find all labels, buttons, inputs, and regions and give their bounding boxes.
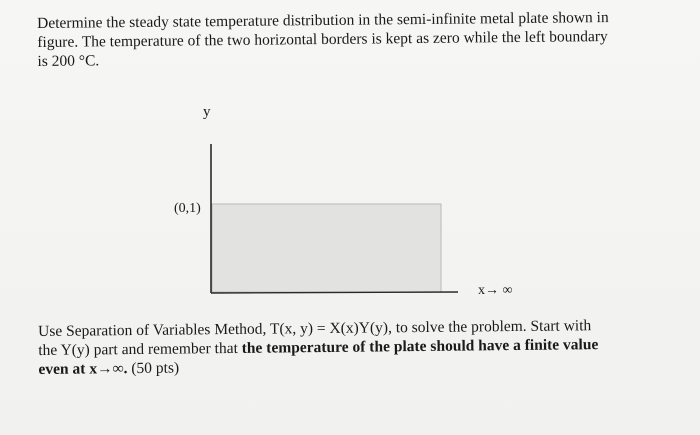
intro-line-3: is 200 °C.	[37, 52, 100, 70]
intro-line-1: Determine the steady state temperature distribution in the semi-infinite metal plate shown in	[37, 9, 609, 32]
instruction-line-2-text: the Y(y) part and remember that	[38, 339, 242, 359]
infinity-condition-emphasis: even at x→∞.	[38, 360, 128, 378]
instruction-line-1: Use Separation of Variables Method, T(x, y) = X(x)Y(y), to solve the problem. Start with	[38, 317, 592, 340]
finite-value-emphasis: the temperature of the plate should have a finite value	[241, 336, 599, 357]
points-text: (50 pts)	[127, 359, 180, 378]
problem-instructions	[38, 315, 689, 379]
corner-point-label: (0,1)	[174, 201, 201, 216]
metal-plate	[212, 204, 441, 292]
intro-line-2: figure. The temperature of the two horizontal borders is kept as zero while the left boundary	[37, 28, 608, 51]
y-axis-label: y	[203, 104, 211, 120]
x-axis-label: x→ ∞	[478, 283, 513, 298]
